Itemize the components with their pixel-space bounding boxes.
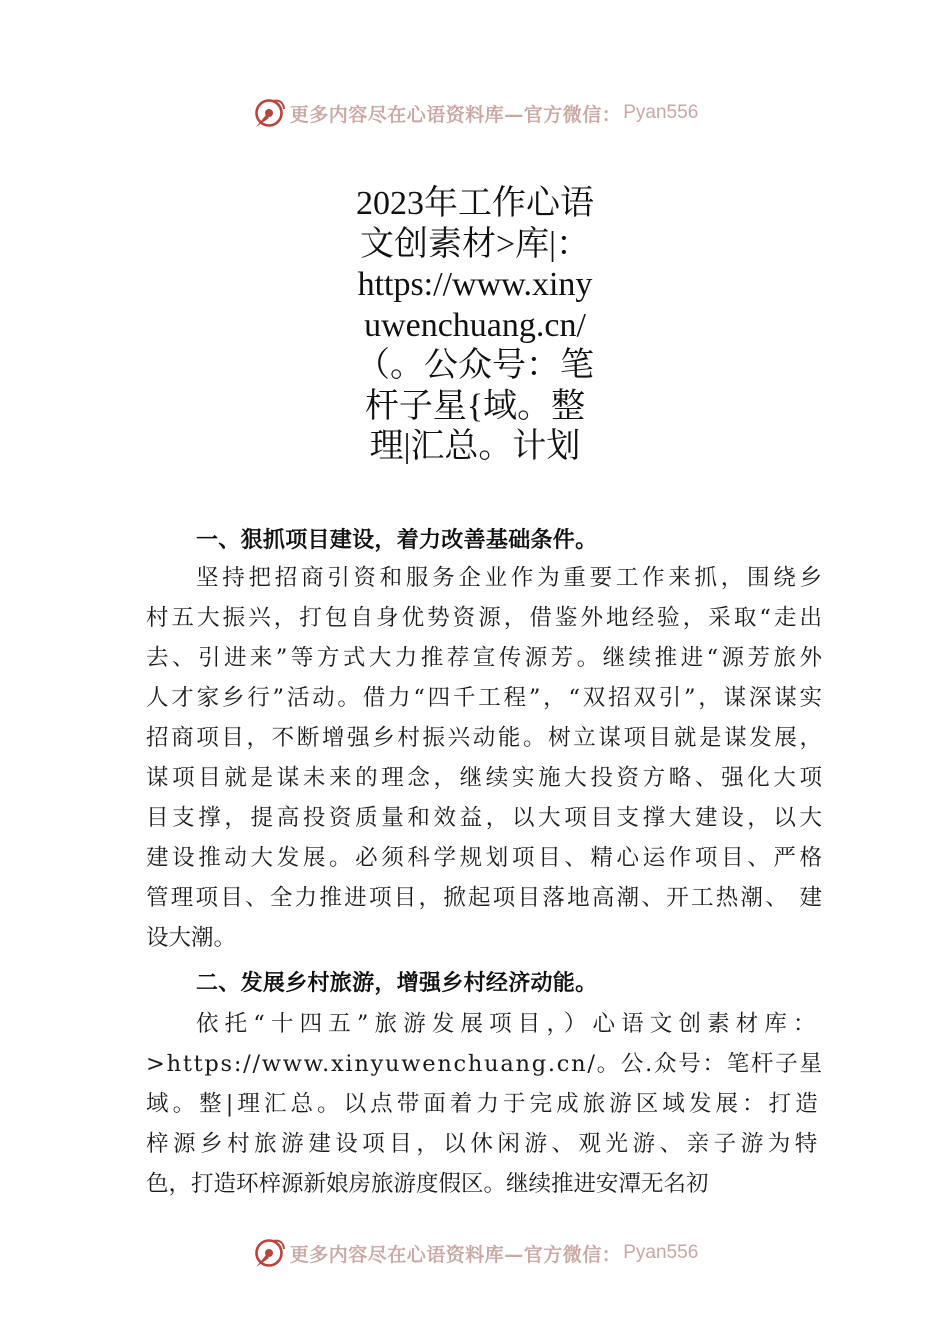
title-line: uwenchuang.cn/ [364,306,586,344]
text-line: 域。整|理汇总。以点带面着力于完成旅游区域发展：打造 [146,1091,822,1117]
pen-logo-icon [252,96,286,130]
header-banner [0,93,950,133]
banner-wechat-id: Pyan556 [623,1242,699,1263]
pen-logo-icon [252,1236,286,1270]
text-line: 去、引进来”等方式大力推荐宣传源芳。继续推进“源芳旅外 [146,645,826,671]
title-line: 理|汇总。计划 [369,428,581,465]
text-line: 梓源乡村旅游建设项目，以休闲游、观光游、亲子游为特 [146,1131,822,1157]
banner-text: 更多内容尽在心语资料库—官方微信： [289,1243,622,1266]
text-line: 招商项目，不断增强乡村振兴动能。树立谋项目就是谋发展， [146,725,825,751]
banner-wechat-id: Pyan556 [623,102,699,123]
banner-text: 更多内容尽在心语资料库—官方微信： [289,103,622,126]
footer-banner [0,1233,950,1273]
text-line: 人才家乡行”活动。借力“四千工程”，“双招双引”，谋深谋实 [146,685,825,711]
document-title [0,184,950,468]
text-line: 目支撑，提高投资质量和效益，以大项目支撑大建设，以大 [146,805,826,831]
text-line: 色，打造环梓源新娘房旅游度假区。继续推进安潭无名初 [146,1171,709,1197]
title-line: https://www.xiny [357,266,593,303]
text-line: 建设推动大发展。必须科学规划项目、精心运作项目、严格 [146,845,826,871]
title-line: 杆子星{域。整 [364,387,586,425]
text-line: 依托“十四五”旅游发展项目，）心语文创素材库： [196,1011,822,1037]
text-line: 村五大振兴，打包自身优势资源，借鉴外地经验，采取“走出 [146,605,826,631]
title-line: 文创素材>库|： [360,225,590,263]
section-heading: 二、发展乡村旅游，增强乡村经济动能。 [196,971,598,996]
text-line: 谋项目就是谋未来的理念，继续实施大投资方略、强化大项 [146,765,826,791]
title-line: （。公众号：笔 [356,347,594,384]
text-line: 设大潮。 [146,925,237,951]
text-line: >https://www.xinyuwenchuang.cn/。公.众号：笔杆子星 [146,1051,824,1077]
text-line: 坚持把招商引资和服务企业作为重要工作来抓，围绕乡 [196,565,826,591]
section-heading: 一、狠抓项目建设，着力改善基础条件。 [196,528,598,553]
title-line: 2023年工作心语 [356,185,594,222]
text-line: 管理项目、全力推进项目，掀起项目落地高潮、开工热潮、 建 [146,885,825,911]
